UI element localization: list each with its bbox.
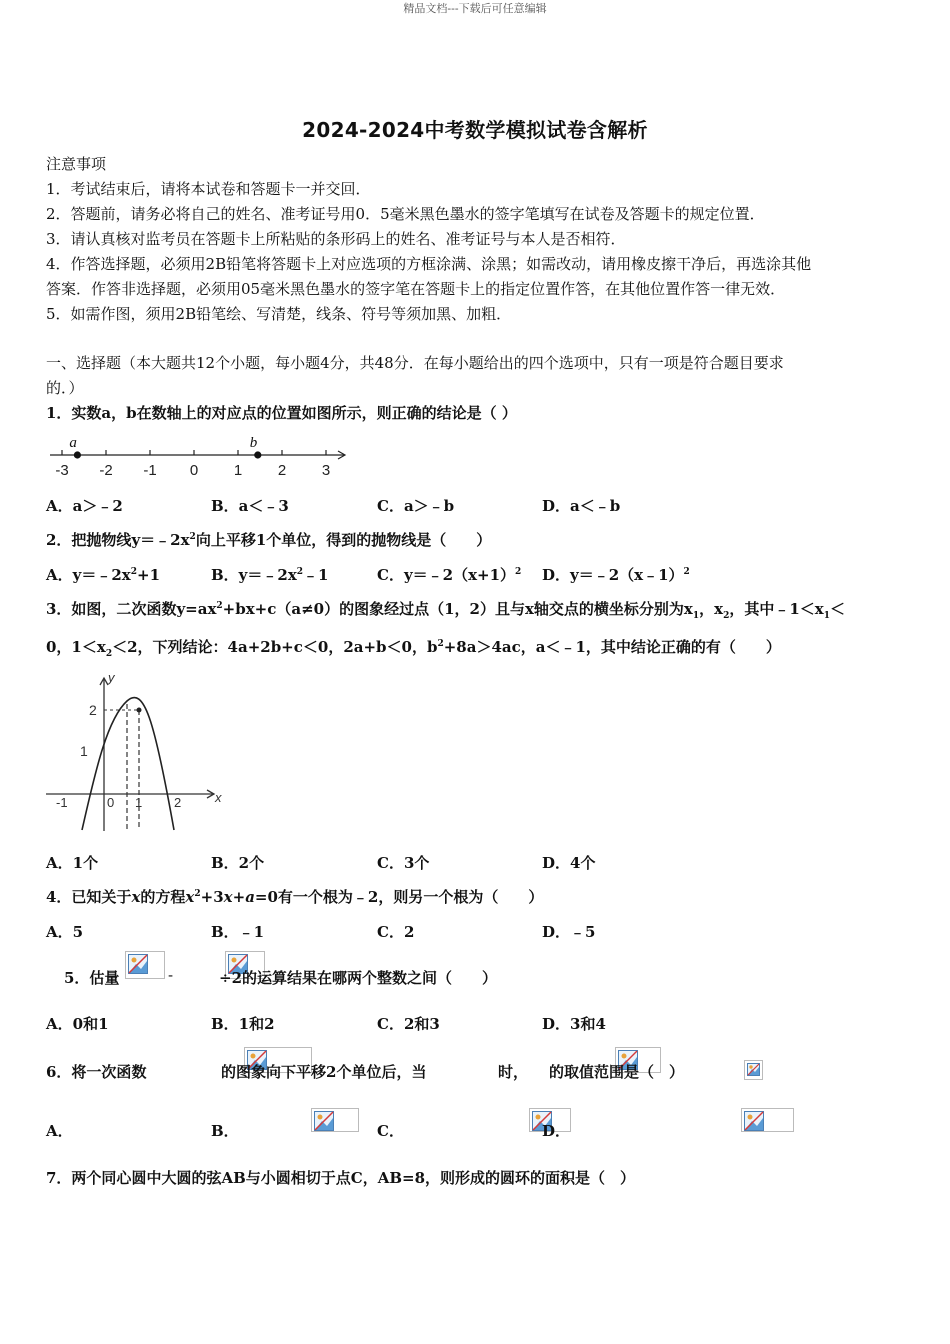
note-item: 5．如需作图，须用2B铅笔绘、写清楚，线条、符号等须加黑、加粗． bbox=[46, 305, 512, 323]
question-5-text-post: ÷2的运算结果在哪两个整数之间（ ） bbox=[219, 969, 498, 987]
q3-option-c: C．3个 bbox=[377, 854, 430, 872]
q5-option-a: A．0和1 bbox=[46, 1015, 109, 1033]
note-item: 1．考试结束后，请将本试卷和答题卡一并交回． bbox=[46, 180, 371, 198]
page-title: 2024-2024中考数学模拟试卷含解析 bbox=[302, 118, 648, 142]
number-line-tick-label: 1 bbox=[233, 462, 243, 479]
question-3-text-line1: 3．如图，二次函数$y=ax^2+bx+c(a\ne 0)$的图象经过点（1，2）且与x轴交点的横坐标分别为$x_1$，$x_2$，其中$﹣1<x_1<$ bbox=[46, 600, 846, 621]
q6-option-d: D． bbox=[542, 1122, 571, 1140]
question-6-text-mid1: 的图象向下平移2个单位后，当 bbox=[221, 1063, 427, 1081]
note-item: 2．答题前，请务必将自己的姓名、准考证号用0．5毫米黑色墨水的签字笔填写在试卷及答题卡的规定位置． bbox=[46, 205, 765, 223]
parabola-graph-figure bbox=[44, 668, 229, 836]
number-line-figure bbox=[46, 434, 351, 480]
section-heading-cont: 的．） bbox=[46, 379, 84, 397]
q6-option-c: C． bbox=[377, 1122, 404, 1140]
number-line-tick-label: 2 bbox=[277, 462, 287, 479]
broken-image-icon bbox=[741, 1108, 794, 1132]
number-line-tick-label: 0 bbox=[189, 462, 199, 479]
axis-label-x: x bbox=[215, 790, 222, 805]
notes-heading: 注意事项 bbox=[46, 155, 107, 173]
q2-option-d: D．y＝﹣2（x﹣1）$^2$ bbox=[542, 566, 690, 584]
tick-x-2: 2 bbox=[174, 795, 182, 810]
note-item: 4．作答选择题，必须用2B铅笔将答题卡上对应选项的方框涂满、涂黑；如需改动，请用橡皮擦干净后，再选涂其他 bbox=[46, 255, 812, 273]
q3-option-b: B．2个 bbox=[211, 854, 265, 872]
q5-option-b: B．1和2 bbox=[211, 1015, 275, 1033]
point-a-dot bbox=[74, 451, 81, 458]
q5-option-d: D．3和4 bbox=[542, 1015, 606, 1033]
point-b-label: b bbox=[249, 435, 258, 451]
q5-minus: - bbox=[168, 966, 174, 984]
question-2-text: 2．把抛物线$y=﹣2x^2$向上平移1个单位，得到的抛物线是（ ） bbox=[46, 531, 492, 549]
tick-y-2: 2 bbox=[89, 702, 97, 718]
note-item: 答案．作答非选择题，必须用05毫米黑色墨水的签字笔在答题卡上的指定位置作答，在其他位置作答一律无效． bbox=[46, 280, 786, 298]
q4-option-c: C．2 bbox=[377, 923, 415, 941]
q1-option-d: D．a＜﹣b bbox=[542, 497, 621, 515]
number-line-tick-label: -1 bbox=[143, 462, 157, 479]
question-1-text: 1．实数a，b在数轴上的对应点的位置如图所示，则正确的结论是（ ） bbox=[46, 404, 517, 422]
q3-option-d: D．4个 bbox=[542, 854, 596, 872]
q3-option-a: A．1个 bbox=[46, 854, 99, 872]
number-line-tick-label: 3 bbox=[321, 462, 331, 479]
question-6-text-post: 的取值范围是（ ） bbox=[549, 1063, 685, 1081]
tick-x-neg1: -1 bbox=[56, 795, 68, 810]
broken-image-icon bbox=[311, 1108, 359, 1132]
question-6-text-pre: 6．将一次函数 bbox=[46, 1063, 147, 1081]
point-b-dot bbox=[254, 451, 261, 458]
q1-option-b: B．a＜﹣3 bbox=[211, 497, 289, 515]
number-line-tick-label: -2 bbox=[99, 462, 113, 479]
q1-option-a: A．a＞﹣2 bbox=[46, 497, 123, 515]
q4-option-a: A．5 bbox=[46, 923, 84, 941]
broken-image-icon bbox=[125, 951, 165, 979]
broken-image-icon bbox=[744, 1060, 763, 1080]
question-7-text: 7．两个同心圆中大圆的弦AB与小圆相切于点C，AB=8，则形成的圆环的面积是（ ） bbox=[46, 1169, 636, 1187]
page-header: 精品文档---下载后可任意编辑 bbox=[403, 2, 547, 15]
q4-option-b: B．﹣1 bbox=[211, 923, 265, 941]
q6-option-a: A． bbox=[46, 1122, 73, 1140]
number-line-tick-label: -3 bbox=[55, 462, 69, 479]
axis-label-y: y bbox=[108, 670, 115, 685]
question-5-text: 5．估量 bbox=[64, 969, 120, 987]
q2-option-b: B．$y=﹣2x^2﹣1$ bbox=[211, 566, 329, 584]
q4-option-d: D．﹣5 bbox=[542, 923, 596, 941]
q6-option-b: B． bbox=[211, 1122, 239, 1140]
question-3-text-line2: 0，$1<x_2<2$，下列结论：4a+2b+c＜0，2a+b＜0，$b^2+8a>4ac$，a＜﹣1，其中结论正确的有（ ） bbox=[46, 638, 781, 659]
q2-option-c: C．$y=﹣2(x+1)^2$ bbox=[377, 566, 522, 584]
q1-option-c: C．a＞﹣b bbox=[377, 497, 455, 515]
tick-y-1: 1 bbox=[80, 743, 88, 759]
tick-x-1: 1 bbox=[135, 795, 143, 810]
q5-option-c: C．2和3 bbox=[377, 1015, 440, 1033]
section-heading: 一、选择题（本大题共12个小题，每小题4分，共48分．在每小题给出的四个选项中，只有一项是符合题目要求 bbox=[46, 354, 784, 372]
q2-option-a: A．$y=﹣2x^2+1$ bbox=[46, 566, 161, 584]
point-a-label: a bbox=[69, 435, 77, 451]
question-4-text: 4．已知关于x的方程$x^2+3x+a=0$有一个根为﹣2，则另一个根为（ ） bbox=[46, 888, 544, 906]
tick-x-0: 0 bbox=[107, 795, 115, 810]
question-6-text-mid2: 时， bbox=[498, 1063, 529, 1081]
note-item: 3．请认真核对监考员在答题卡上所粘贴的条形码上的姓名、准考证号与本人是否相符． bbox=[46, 230, 626, 248]
